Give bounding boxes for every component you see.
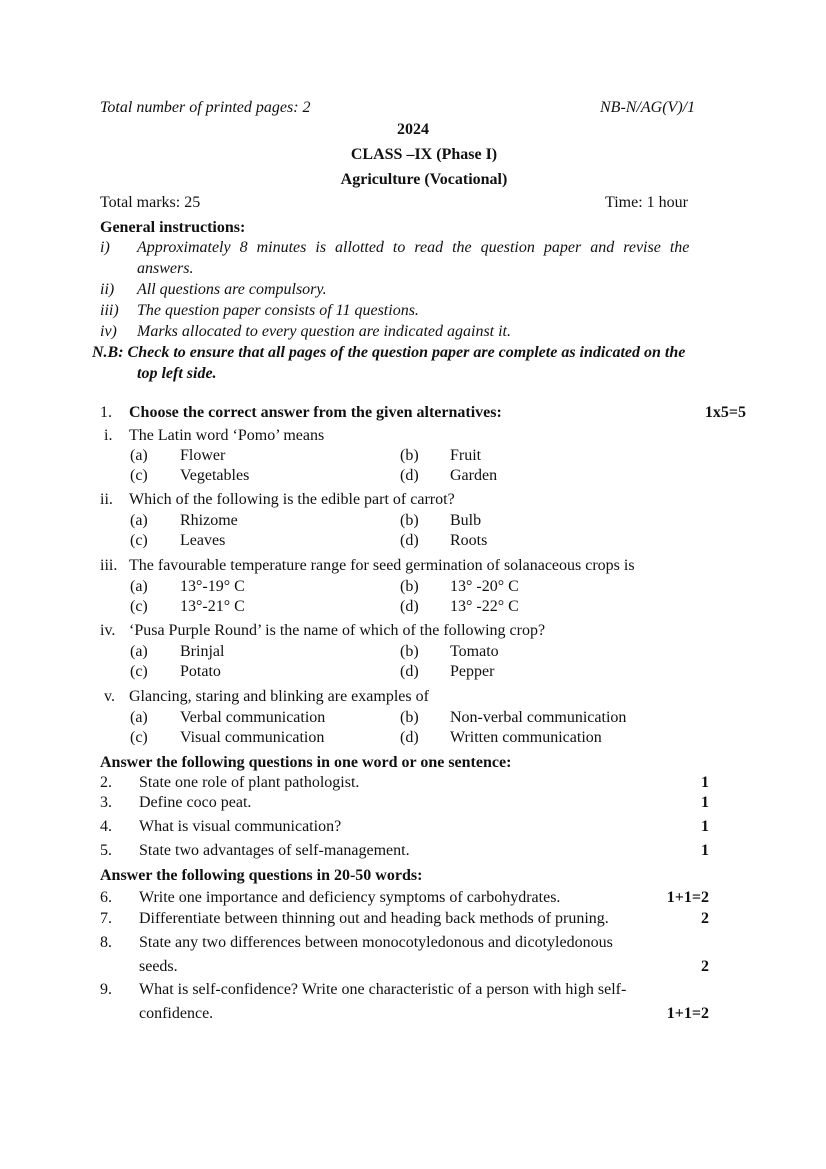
sub-question-number: ii. (100, 491, 113, 508)
option-text: Vegetables (180, 467, 250, 484)
question-marks: 1 (701, 774, 709, 791)
question-text: Choose the correct answer from the given alternatives: (129, 404, 502, 421)
question-marks: 2 (701, 958, 709, 975)
option-text: Fruit (450, 447, 482, 464)
question-marks: 1x5=5 (704, 404, 746, 421)
class-title: CLASS –IX (Phase I) (350, 146, 498, 163)
option-text: Bulb (450, 512, 482, 529)
question-text: Differentiate between thinning out and heading back methods of pruning. (139, 910, 609, 927)
question-number: 7. (100, 910, 112, 927)
instruction-number: iii) (100, 302, 119, 319)
option-text: 13°-19° C (180, 578, 245, 595)
option-text: 13° -20° C (450, 578, 519, 595)
instruction-number: ii) (100, 281, 115, 298)
question-marks: 1+1=2 (666, 889, 709, 906)
option-letter: (c) (130, 598, 148, 615)
option-text: Roots (450, 532, 488, 549)
option-text: Leaves (180, 532, 226, 549)
option-letter: (d) (400, 598, 419, 615)
option-letter: (c) (130, 467, 148, 484)
option-letter: (d) (400, 663, 419, 680)
option-text: 13°-21° C (180, 598, 245, 615)
sub-question-text: The Latin word ‘Pomo’ means (129, 427, 325, 444)
option-text: Verbal communication (180, 709, 326, 726)
printed-pages: Total number of printed pages: 2 (100, 99, 311, 116)
total-marks: Total marks: 25 (100, 194, 201, 211)
option-text: Garden (450, 467, 498, 484)
option-letter: (a) (130, 709, 148, 726)
instruction-text: answers. (137, 260, 194, 277)
sub-question-number: iii. (100, 557, 118, 574)
question-text: State two advantages of self-management. (139, 842, 410, 859)
question-text: Define coco peat. (139, 794, 252, 811)
option-letter: (b) (400, 578, 419, 595)
nb-note: N.B: Check to ensure that all pages of the question paper are complete as indicated on the (92, 344, 686, 361)
option-letter: (c) (130, 663, 148, 680)
exam-year: 2024 (397, 121, 429, 138)
option-text: Potato (180, 663, 221, 680)
option-text: Rhizome (180, 512, 238, 529)
nb-note: top left side. (137, 365, 217, 382)
section-title: Answer the following questions in one word or one sentence: (100, 754, 512, 771)
option-letter: (d) (400, 467, 419, 484)
question-marks: 1 (701, 842, 709, 859)
question-number: 5. (100, 842, 112, 859)
instructions-title: General instructions: (100, 219, 246, 236)
option-letter: (b) (400, 447, 419, 464)
option-letter: (a) (130, 643, 148, 660)
section-title: Answer the following questions in 20-50 words: (100, 867, 423, 884)
option-text: Pepper (450, 663, 495, 680)
question-marks: 1+1=2 (666, 1005, 709, 1022)
question-marks: 1 (701, 794, 709, 811)
option-letter: (b) (400, 512, 419, 529)
option-letter: (a) (130, 512, 148, 529)
sub-question-text: ‘Pusa Purple Round’ is the name of which of the following crop? (129, 622, 546, 639)
question-text: State one role of plant pathologist. (139, 774, 360, 791)
option-letter: (b) (400, 643, 419, 660)
option-text: Non-verbal communication (450, 709, 627, 726)
sub-question-text: Which of the following is the edible part of carrot? (129, 491, 455, 508)
time-allowed: Time: 1 hour (605, 194, 688, 211)
option-letter: (c) (130, 532, 148, 549)
question-text: seeds. (139, 958, 178, 975)
instruction-text: Marks allocated to every question are indicated against it. (137, 323, 511, 340)
paper-code: NB-N/AG(V)/1 (600, 99, 696, 116)
instruction-number: iv) (100, 323, 117, 340)
subject-title: Agriculture (Vocational) (340, 171, 508, 188)
instruction-text: Approximately 8 minutes is allotted to read the question paper and revise the (137, 239, 690, 256)
option-text: Flower (180, 447, 226, 464)
question-number: 3. (100, 794, 112, 811)
question-number: 1. (100, 404, 112, 421)
option-letter: (d) (400, 532, 419, 549)
option-letter: (c) (130, 729, 148, 746)
option-text: Visual communication (180, 729, 325, 746)
sub-question-number: iv. (100, 622, 116, 639)
question-text: Write one importance and deficiency symptoms of carbohydrates. (139, 889, 561, 906)
option-letter: (a) (130, 447, 148, 464)
sub-question-number: i. (104, 427, 113, 444)
question-marks: 1 (701, 818, 709, 835)
instruction-number: i) (100, 239, 110, 256)
question-number: 4. (100, 818, 112, 835)
question-text: What is visual communication? (139, 818, 342, 835)
question-text: confidence. (139, 1005, 214, 1022)
option-text: 13° -22° C (450, 598, 519, 615)
sub-question-text: The favourable temperature range for seed germination of solanaceous crops is (129, 557, 635, 574)
option-letter: (b) (400, 709, 419, 726)
question-number: 2. (100, 774, 112, 791)
option-text: Written communication (450, 729, 602, 746)
sub-question-number: v. (104, 688, 115, 705)
question-text: State any two differences between monocotyledonous and dicotyledonous (139, 934, 613, 951)
question-number: 9. (100, 981, 112, 998)
option-text: Brinjal (180, 643, 225, 660)
option-letter: (d) (400, 729, 419, 746)
question-text: What is self-confidence? Write one characteristic of a person with high self- (139, 981, 627, 998)
option-text: Tomato (450, 643, 499, 660)
question-number: 6. (100, 889, 112, 906)
question-number: 8. (100, 934, 112, 951)
question-marks: 2 (701, 910, 709, 927)
instruction-text: The question paper consists of 11 questions. (137, 302, 419, 319)
instruction-text: All questions are compulsory. (137, 281, 327, 298)
sub-question-text: Glancing, staring and blinking are examples of (129, 688, 429, 705)
option-letter: (a) (130, 578, 148, 595)
